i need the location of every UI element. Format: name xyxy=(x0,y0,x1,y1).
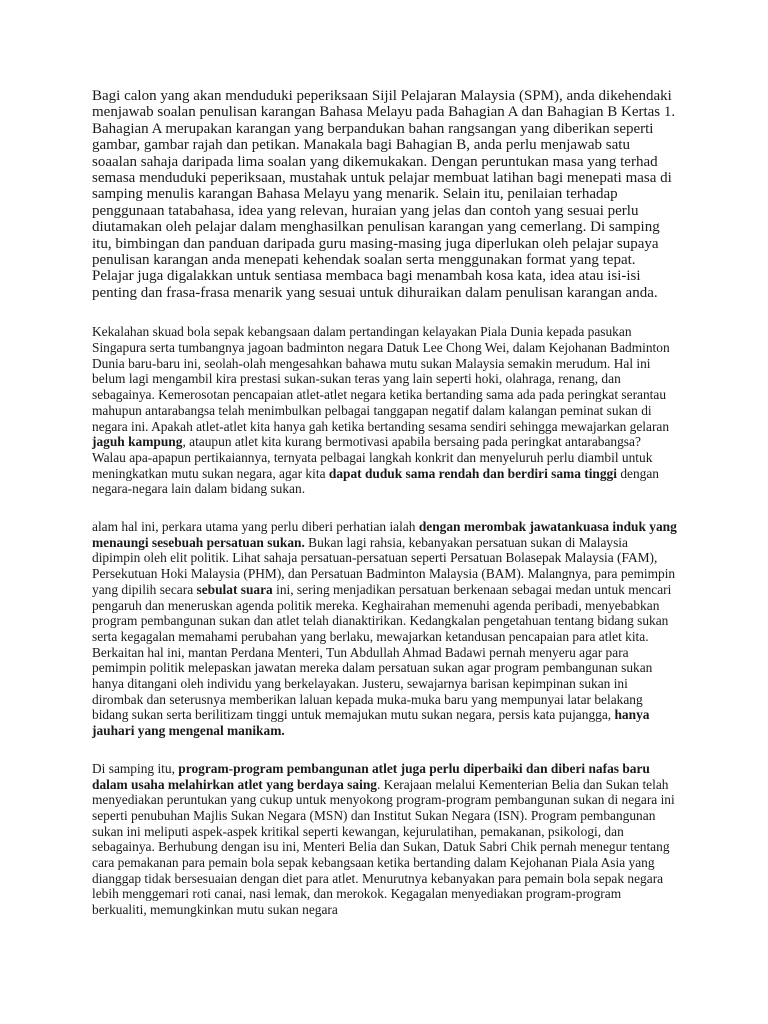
paragraph-text: Kekalahan skuad bola sepak kebangsaan dalam pertandingan kelayakan Piala Dunia kepada pasukan Singapura serta tumbangnya jagoan badminton negara Datuk Lee Chong Wei, dalam Kejohanan Badminton Dunia baru-baru ini, seolah-olah mengesahkan bahawa mutu sukan Malaysia semakin merudum. Hal ini belum lagi mengambil kira prestasi sukan-sukan teras yang lain seperti hoki, olahraga, renang, dan sebagainya. Kemerosotan pencapaian atlet-atlet negara ketika bertanding sama ada pada peringkat serantau mahupun antarabangsa telah menimbulkan pelbagai tanggapan negatif dalam kalangan peminat sukan di negara ini. Apakah atlet-atlet kita hanya gah ketika bertanding sesama sendiri sehingga mewajarkan gelaran xyxy=(92,324,670,434)
bold-phrase: dapat duduk sama rendah dan berdiri sama tinggi xyxy=(328,465,617,481)
paragraph-spm-intro xyxy=(92,88,677,301)
paragraph-text: Bukan lagi rahsia, kebanyakan persatuan sukan di Malaysia dipimpin oleh elit politik. Lihat sahaja persatuan-persatuan seperti Persatuan Bolasepak Malaysia (FAM), Persekutuan Hoki Malaysia (PHM), dan Persatuan Badminton Malaysia (BAM). Malangnya, para pemimpin yang dipilih secara xyxy=(92,534,676,597)
paragraph-development-programs xyxy=(92,761,677,918)
paragraph-text: alam hal ini, perkara utama yang perlu diberi perhatian ialah xyxy=(92,519,419,535)
bold-phrase: jaguh kampung xyxy=(92,434,183,450)
paragraph-text: Bagi calon yang akan menduduki peperiksaan Sijil Pelajaran Malaysia (SPM), anda dikehendaki menjawab soalan penulisan karangan Bahasa Melayu pada Bahagian A dan Bahagian B Kertas 1. Bahagian A merupakan karangan yang berpandukan bahan rangsangan yang diberikan seperti gambar, gambar rajah dan petikan. Manakala bagi Bahagian B, anda perlu menjawab satu soaalan sahaja daripada lima soalan yang dikemukakan. Dengan peruntukan masa yang terhad semasa menduduki peperiksaan, mustahak untuk pelajar membuat latihan bagi menepati masa di samping menulis karangan Bahasa Melayu yang menarik. Selain itu, penilaian terhadap penggunaan tatabahasa, idea yang relevan, huraian yang jelas dan contoh yang sesuai perlu diutamakan oleh pelajar dalam menghasilkan penulisan karangan yang cemerlang. Di samping itu, bimbingan dan panduan daripada guru masing-masing juga diperlukan oleh pelajar supaya penulisan karangan anda menepati kehendak soalan serta menggunakan format yang tepat. Pelajar juga digalakkan untuk sentiasa membaca bagi menambah kosa kata, idea atau isi-isi penting dan frasa-frasa menarik yang sesuai untuk dihuraikan dalam penulisan karangan anda. xyxy=(92,88,676,301)
paragraph-text: Di samping itu, xyxy=(92,760,179,776)
bold-phrase: program-program pembangunan atlet juga perlu diperbaiki dan diberi nafas baru dalam usaha melahirkan atlet yang berdaya saing xyxy=(92,760,650,792)
paragraph-text: dengan negara-negara lain dalam bidang sukan. xyxy=(92,465,660,497)
paragraph-restructure-committee xyxy=(92,519,677,739)
paragraph-text: , ataupun atlet kita kurang bermotivasi apabila bersaing pada peringkat antarabangsa? Walau apa-apapun pertikaiannya, ternyata pelbagai langkah konkrit dan menyeluruh perlu diambil untuk meningkatkan mutu sukan negara, agar kita xyxy=(92,434,653,481)
paragraph-text: ini, sering menjadikan persatuan berkenaan sebagai medan untuk mencari pengaruh dan meneruskan agenda politik mereka. Keghairahan memenuhi agenda peribadi, menyebabkan program pembangunan sukan dan atlet telah dianaktirikan. Kedangkalan pengetahuan tentang bidang sukan serta kegagalan memahami perubahan yang berlaku, mewajarkan ketandusan pencapaian para atlet kita. Berkaitan hal ini, mantan Perdana Menteri, Tun Abdullah Ahmad Badawi pernah menyeru agar para pemimpin politik melepaskan jawatan mereka dalam persatuan sukan agar program pembangunan sukan hanya ditangani oleh individu yang berkelayakan. Justeru, sewajarnya barisan kepimpinan sukan ini dirombak dan seterusnya memberikan laluan kepada muka-muka baru yang mempunyai latar belakang bidang sukan serta berilitizam tinggi untuk memajukan mutu sukan negara, persis kata pujangga, xyxy=(92,581,672,723)
document-page xyxy=(92,88,677,918)
paragraph-text: . Kerajaan melalui Kementerian Belia dan Sukan telah menyediakan peruntukan yang cukup untuk menyokong program-program pembangunan sukan di negara ini seperti penubuhan Majlis Sukan Negara (MSN) dan Institut Sukan Negara (ISN). Program pembangunan sukan ini meliputi aspek-aspek kritikal seperti kewangan, kejurulatihan, pemakanan, psikologi, dan sebagainya. Berhubung dengan isu ini, Menteri Belia dan Sukan, Datuk Sabri Chik pernah menegur tentang cara pemakanan para pemain bola sepak kebangsaan ketika bertanding dalam Kejohanan Piala Asia yang dianggap tidak bersesuaian dengan diet para atlet. Menurutnya kebanyakan para pemain bola sepak negara lebih menggemari roti canai, nasi lemak, dan merokok. Kegagalan menyediakan program-program berkualiti, memungkinkan mutu sukan negara xyxy=(92,776,675,918)
bold-phrase: hanya jauhari yang mengenal manikam. xyxy=(92,707,650,739)
bold-phrase: dengan merombak jawatankuasa induk yang menaungi sesebuah persatuan sukan. xyxy=(92,519,677,550)
bold-phrase: sebulat suara xyxy=(196,581,273,597)
paragraph-sports-decline xyxy=(92,324,677,497)
